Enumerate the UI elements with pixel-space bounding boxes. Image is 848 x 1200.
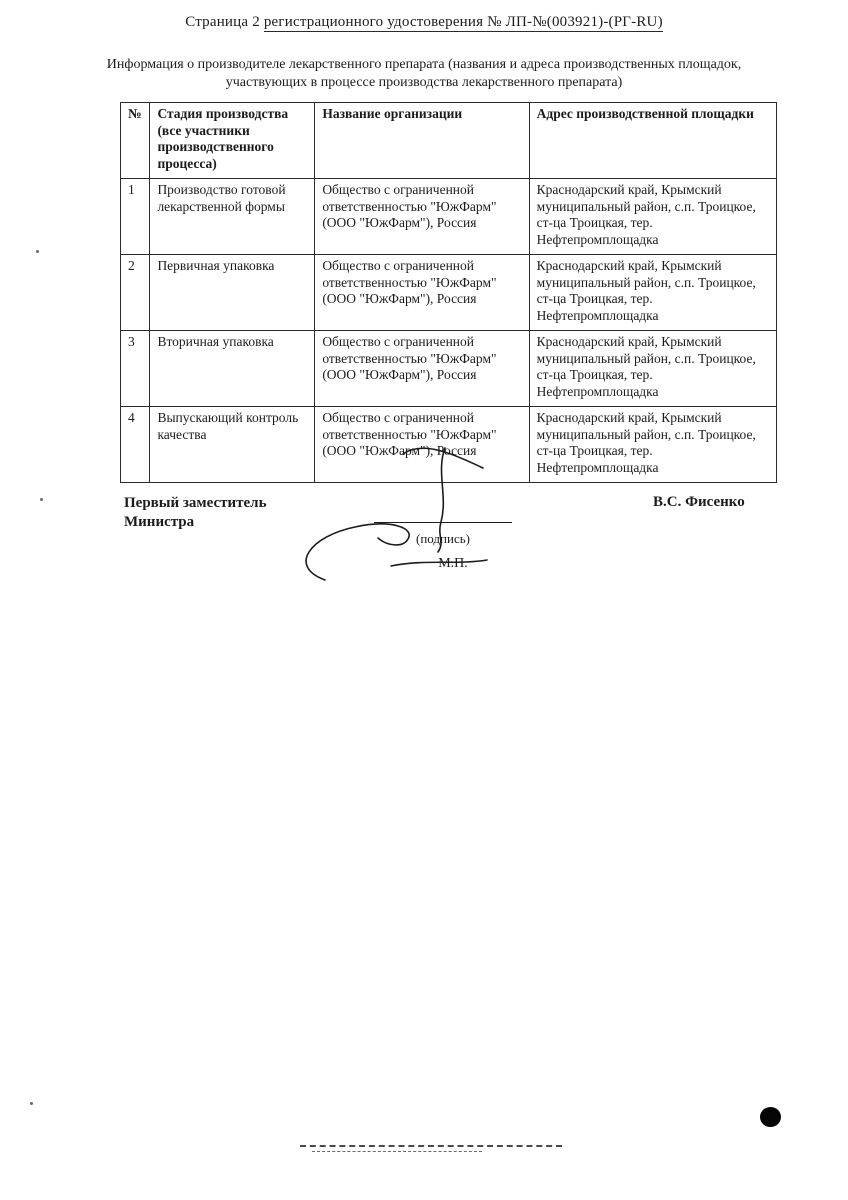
cell-stage: Вторичная упаковка (150, 331, 315, 407)
signer-title (124, 494, 267, 532)
cell-org: Общество с ограниченной ответственностью "ЮжФарм" (ООО "ЮжФарм"), Россия (315, 407, 529, 483)
table-row (121, 255, 777, 331)
scan-noise-dot (30, 1102, 33, 1105)
cell-org: Общество с ограниченной ответственностью "ЮжФарм" (ООО "ЮжФарм"), Россия (315, 179, 529, 255)
cell-num: 4 (121, 407, 150, 483)
punch-hole-mark (760, 1107, 781, 1127)
seal-mark: М.П. (438, 556, 468, 571)
cell-address: Краснодарский край, Крымский муниципальный район, с.п. Троицкое, ст-ца Троицкая, тер. Нефтепромплощадка (529, 331, 776, 407)
header-stage: Стадия производства (все участники производственного процесса) (150, 103, 315, 179)
page-title-prefix: Страница 2 (185, 14, 264, 30)
header-num: № (121, 103, 150, 179)
cell-org: Общество с ограниченной ответственностью "ЮжФарм" (ООО "ЮжФарм"), Россия (315, 331, 529, 407)
cell-stage: Производство готовой лекарственной формы (150, 179, 315, 255)
cell-address: Краснодарский край, Крымский муниципальный район, с.п. Троицкое, ст-ца Троицкая, тер. Нефтепромплощадка (529, 179, 776, 255)
table-header-row (121, 103, 777, 179)
intro-text: Информация о производителе лекарственного препарата (названия и адреса производственных площадок, участвующих в процессе производства лекарственного препарата) (106, 57, 742, 90)
cell-address: Краснодарский край, Крымский муниципальный район, с.п. Троицкое, ст-ца Троицкая, тер. Нефтепромплощадка (529, 407, 776, 483)
cell-num: 3 (121, 331, 150, 407)
signer-title-line2: Министра (124, 514, 195, 530)
page-title-underlined: регистрационного удостоверения № ЛП-№(003921)-(РГ-RU) (263, 14, 663, 30)
cell-address: Краснодарский край, Крымский муниципальный район, с.п. Троицкое, ст-ца Троицкая, тер. Нефтепромплощадка (529, 255, 776, 331)
cell-num: 1 (121, 179, 150, 255)
scan-artifact-line (300, 1145, 562, 1147)
cell-num: 2 (121, 255, 150, 331)
signature-caption: (подпись) (416, 531, 470, 546)
cell-org: Общество с ограниченной ответственностью "ЮжФарм" (ООО "ЮжФарм"), Россия (315, 255, 529, 331)
scan-noise-dot (40, 498, 43, 501)
signer-title-line1: Первый заместитель (124, 495, 267, 511)
scan-noise-dot (36, 250, 39, 253)
signature-scribble (295, 438, 525, 588)
cell-stage: Выпускающий контроль качества (150, 407, 315, 483)
header-address: Адрес производственной площадки (529, 103, 776, 179)
scan-artifact-line (312, 1151, 482, 1152)
signer-name: В.С. Фисенко (653, 494, 745, 510)
producers-table (120, 102, 777, 483)
table-row (121, 179, 777, 255)
page-title (0, 14, 848, 31)
header-org: Название организации (315, 103, 529, 179)
cell-stage: Первичная упаковка (150, 255, 315, 331)
table-row (121, 331, 777, 407)
